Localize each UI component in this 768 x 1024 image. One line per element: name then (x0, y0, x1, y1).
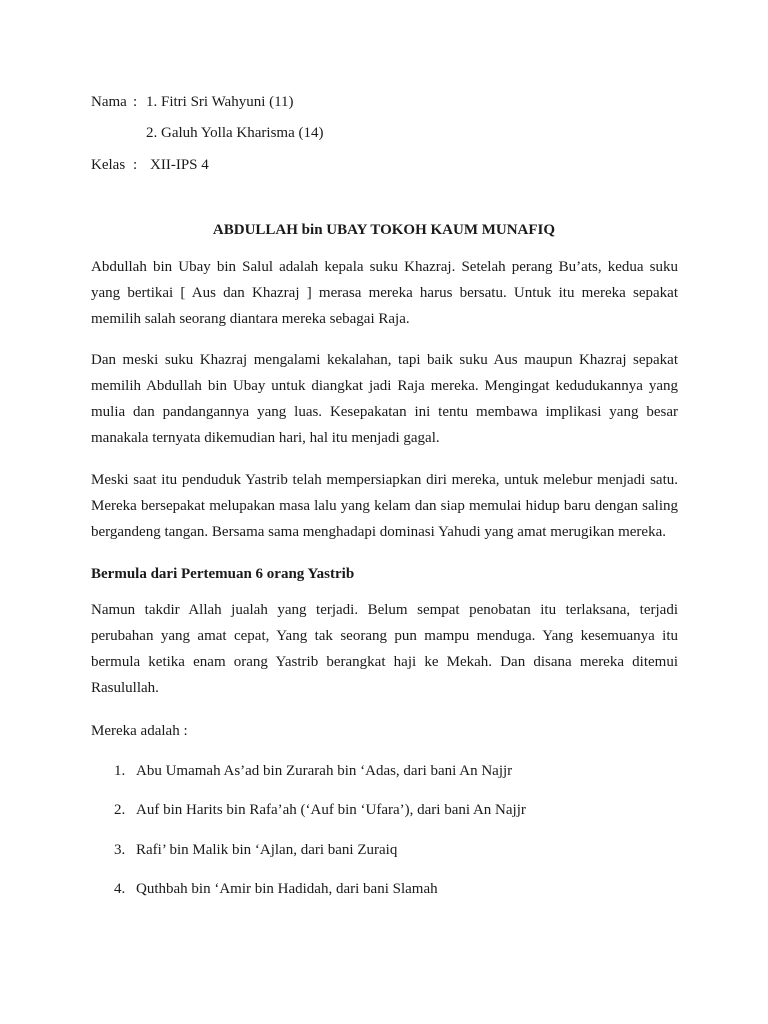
paragraph-line: perubahan yang amat cepat, Yang tak seorang pun mampu menduga. Yang kesemuanya itu (91, 628, 678, 644)
list-item-text: Quthbah bin ‘Amir bin Hadidah, dari bani Slamah (136, 881, 438, 897)
list-item-number: 4. (114, 881, 126, 897)
paragraph-line: Namun takdir Allah jualah yang terjadi. Belum sempat penobatan itu terlaksana, terjadi (91, 602, 678, 618)
paragraph-line: mulia dan pandangannya yang luas. Kesepakatan ini tentu membawa implikasi yang besar (91, 404, 678, 420)
list-item-text: Rafi’ bin Malik bin ‘Ajlan, dari bani Zuraiq (136, 842, 398, 858)
paragraph-line: memilih salah seorang diantara mereka sebagai Raja. (91, 311, 410, 327)
member-1: 1. Fitri Sri Wahyuni (11) (146, 94, 294, 110)
list-item-text: Abu Umamah As’ad bin Zurarah bin ‘Adas, dari bani An Najjr (136, 763, 513, 779)
kelas-value: XII-IPS 4 (150, 157, 209, 173)
list-intro: Mereka adalah : (91, 723, 188, 739)
list-item-number: 1. (114, 763, 126, 779)
kelas-label: Kelas (91, 157, 126, 173)
paragraph-line: manakala ternyata dikemudian hari, hal itu menjadi gagal. (91, 430, 440, 446)
kelas-colon: : (133, 157, 138, 173)
paragraph-3 (91, 470, 678, 548)
paragraph-line: yang bertikai [ Aus dan Khazraj ] merasa mereka harus bersatu. Untuk itu mereka sepakat (91, 285, 678, 301)
paragraph-line: Dan meski suku Khazraj mengalami kekalahan, tapi baik suku Aus maupun Khazraj sepakat (91, 352, 678, 368)
nama-colon: : (133, 94, 138, 110)
paragraph-line: Meski saat itu penduduk Yastrib telah mempersiapkan diri mereka, untuk melebur menjadi satu. (91, 472, 678, 488)
section-heading: Bermula dari Pertemuan 6 orang Yastrib (91, 566, 355, 582)
document-title: ABDULLAH bin UBAY TOKOH KAUM MUNAFIQ (212, 222, 556, 238)
paragraph-line: bermula ketika enam orang Yastrib berangkat haji ke Mekah. Dan disana mereka ditemui (91, 654, 678, 670)
paragraph-2 (91, 350, 678, 454)
list-item-number: 3. (114, 842, 126, 858)
paragraph-4 (91, 600, 678, 704)
paragraph-line: memilih Abdullah bin Ubay untuk diangkat jadi Raja mereka. Mengingat kedudukannya yang (91, 378, 678, 394)
list-item-text: Auf bin Harits bin Rafa’ah (‘Auf bin ‘Ufara’), dari bani An Najjr (136, 802, 526, 818)
paragraph-line: bergandeng tangan. Bersama sama menghadapi dominasi Yahudi yang amat merugikan mereka. (91, 524, 666, 540)
nama-label: Nama (91, 94, 127, 110)
paragraph-1 (91, 257, 678, 335)
paragraph-line: Mereka bersepakat melupakan masa lalu yang kelam dan siap memulai hidup baru dengan saling (91, 498, 678, 514)
paragraph-line: Rasulullah. (91, 680, 159, 696)
list-item-number: 2. (114, 802, 126, 818)
paragraph-line: Abdullah bin Ubay bin Salul adalah kepala suku Khazraj. Setelah perang Bu’ats, kedua suku (91, 259, 678, 275)
member-2: 2. Galuh Yolla Kharisma (14) (146, 125, 324, 141)
